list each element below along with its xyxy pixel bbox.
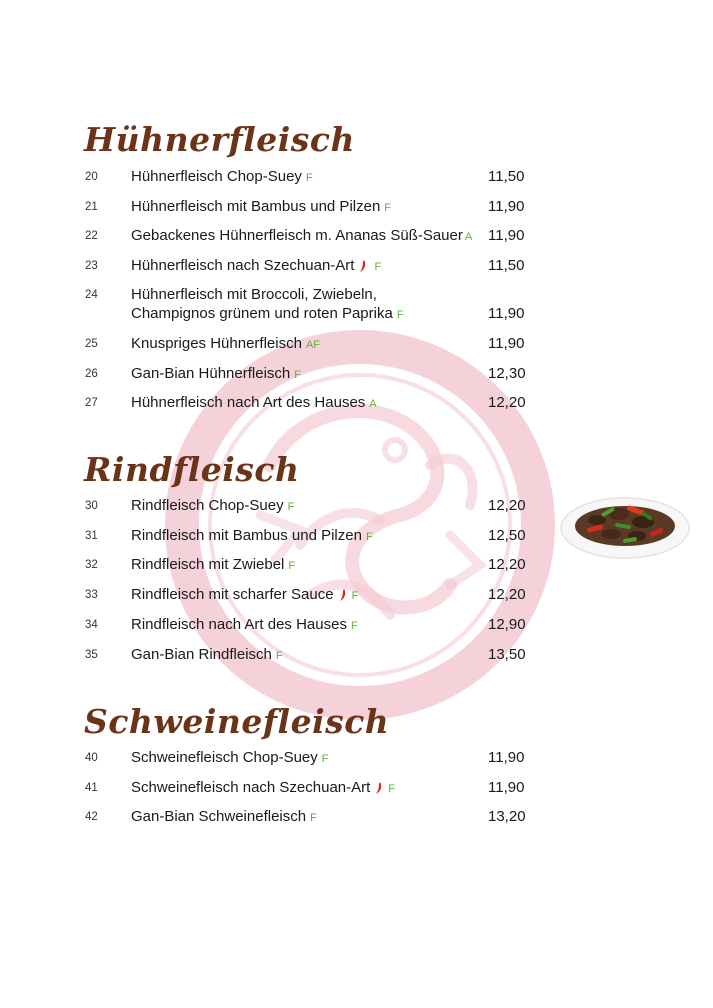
item-number: 34	[85, 619, 98, 631]
item-name-line2: Champignos grünem und roten Paprika F	[131, 305, 404, 322]
item-name: Hühnerfleisch mit Broccoli, Zwiebeln,	[131, 286, 377, 303]
item-name: Knuspriges Hühnerfleisch AF	[131, 335, 320, 352]
allergen-tag: F	[310, 812, 317, 824]
allergen-tag: AF	[305, 339, 320, 351]
chili-pepper-icon	[339, 589, 347, 601]
item-name: Hühnerfleisch Chop-Suey F	[131, 168, 313, 185]
item-price: 11,90	[488, 198, 525, 215]
item-name: Hühnerfleisch nach Szechuan-Art F	[131, 257, 382, 274]
item-name: Hühnerfleisch nach Art des Hauses A	[131, 394, 377, 411]
item-number: 20	[85, 171, 98, 183]
allergen-tag: F	[288, 560, 296, 572]
item-price: 13,20	[488, 808, 526, 825]
allergen-tag: F	[305, 172, 313, 184]
section-title-rindfleisch: Rindfleisch	[84, 450, 300, 489]
allergen-tag: F	[275, 650, 283, 662]
item-price: 12,20	[488, 394, 526, 411]
item-name: Rindfleisch mit scharfer Sauce F	[131, 586, 359, 603]
allergen-tag: F	[388, 783, 396, 795]
allergen-tag: F	[350, 620, 358, 632]
item-name: Hühnerfleisch mit Bambus und Pilzen F	[131, 198, 392, 215]
item-price: 12,90	[488, 616, 526, 633]
item-name: Gebackenes Hühnerfleisch m. Ananas Süß-Sauer A	[131, 227, 473, 244]
chili-pepper-icon	[375, 782, 383, 794]
allergen-tag: F	[287, 501, 295, 513]
item-number: 35	[85, 649, 98, 661]
item-number: 26	[85, 368, 98, 380]
item-number: 22	[85, 230, 98, 242]
allergen-tag: F	[396, 309, 404, 321]
item-price: 11,50	[488, 168, 525, 185]
item-price: 12,20	[488, 497, 526, 514]
item-price: 11,90	[488, 335, 525, 352]
item-number: 32	[85, 559, 98, 571]
item-price: 11,90	[488, 779, 525, 796]
allergen-tag: F	[374, 261, 382, 273]
chili-pepper-icon	[359, 260, 367, 272]
allergen-tag: F	[351, 590, 359, 602]
item-number: 40	[85, 752, 98, 764]
allergen-tag: F	[321, 753, 329, 765]
item-name: Rindfleisch mit Zwiebel F	[131, 556, 296, 573]
item-number: 33	[85, 589, 98, 601]
item-number: 31	[85, 530, 98, 542]
allergen-tag: F	[294, 369, 301, 381]
item-price: 11,90	[488, 749, 525, 766]
section-title-huehnerfleisch: Hühnerfleisch	[84, 120, 355, 159]
item-number: 30	[85, 500, 98, 512]
item-number: 42	[85, 811, 98, 823]
allergen-tag: A	[369, 398, 377, 410]
item-name: Rindfleisch mit Bambus und Pilzen F	[131, 527, 373, 544]
item-number: 23	[85, 260, 98, 272]
item-price: 12,50	[488, 527, 526, 544]
item-number: 25	[85, 338, 98, 350]
item-number: 27	[85, 397, 98, 409]
allergen-tag: F	[384, 202, 392, 214]
item-name: Gan-Bian Schweinefleisch F	[131, 808, 317, 825]
item-price: 13,50	[488, 646, 526, 663]
item-number: 21	[85, 201, 98, 213]
item-price: 12,20	[488, 556, 526, 573]
item-number: 41	[85, 782, 98, 794]
item-name: Rindfleisch nach Art des Hauses F	[131, 616, 358, 633]
item-name: Gan-Bian Rindfleisch F	[131, 646, 283, 663]
item-price: 12,20	[488, 586, 526, 603]
item-price: 12,30	[488, 365, 526, 382]
item-name: Gan-Bian Hühnerfleisch F	[131, 365, 301, 382]
item-name: Schweinefleisch Chop-Suey F	[131, 749, 329, 766]
item-price: 11,90	[488, 305, 525, 322]
item-name: Rindfleisch Chop-Suey F	[131, 497, 295, 514]
item-name: Schweinefleisch nach Szechuan-Art F	[131, 779, 396, 796]
section-title-schweinefleisch: Schweinefleisch	[84, 702, 390, 741]
dish-photo	[557, 484, 691, 564]
item-price: 11,90	[488, 227, 525, 244]
item-number: 24	[85, 289, 98, 301]
allergen-tag: A	[464, 231, 473, 243]
item-price: 11,50	[488, 257, 525, 274]
allergen-tag: F	[365, 531, 373, 543]
